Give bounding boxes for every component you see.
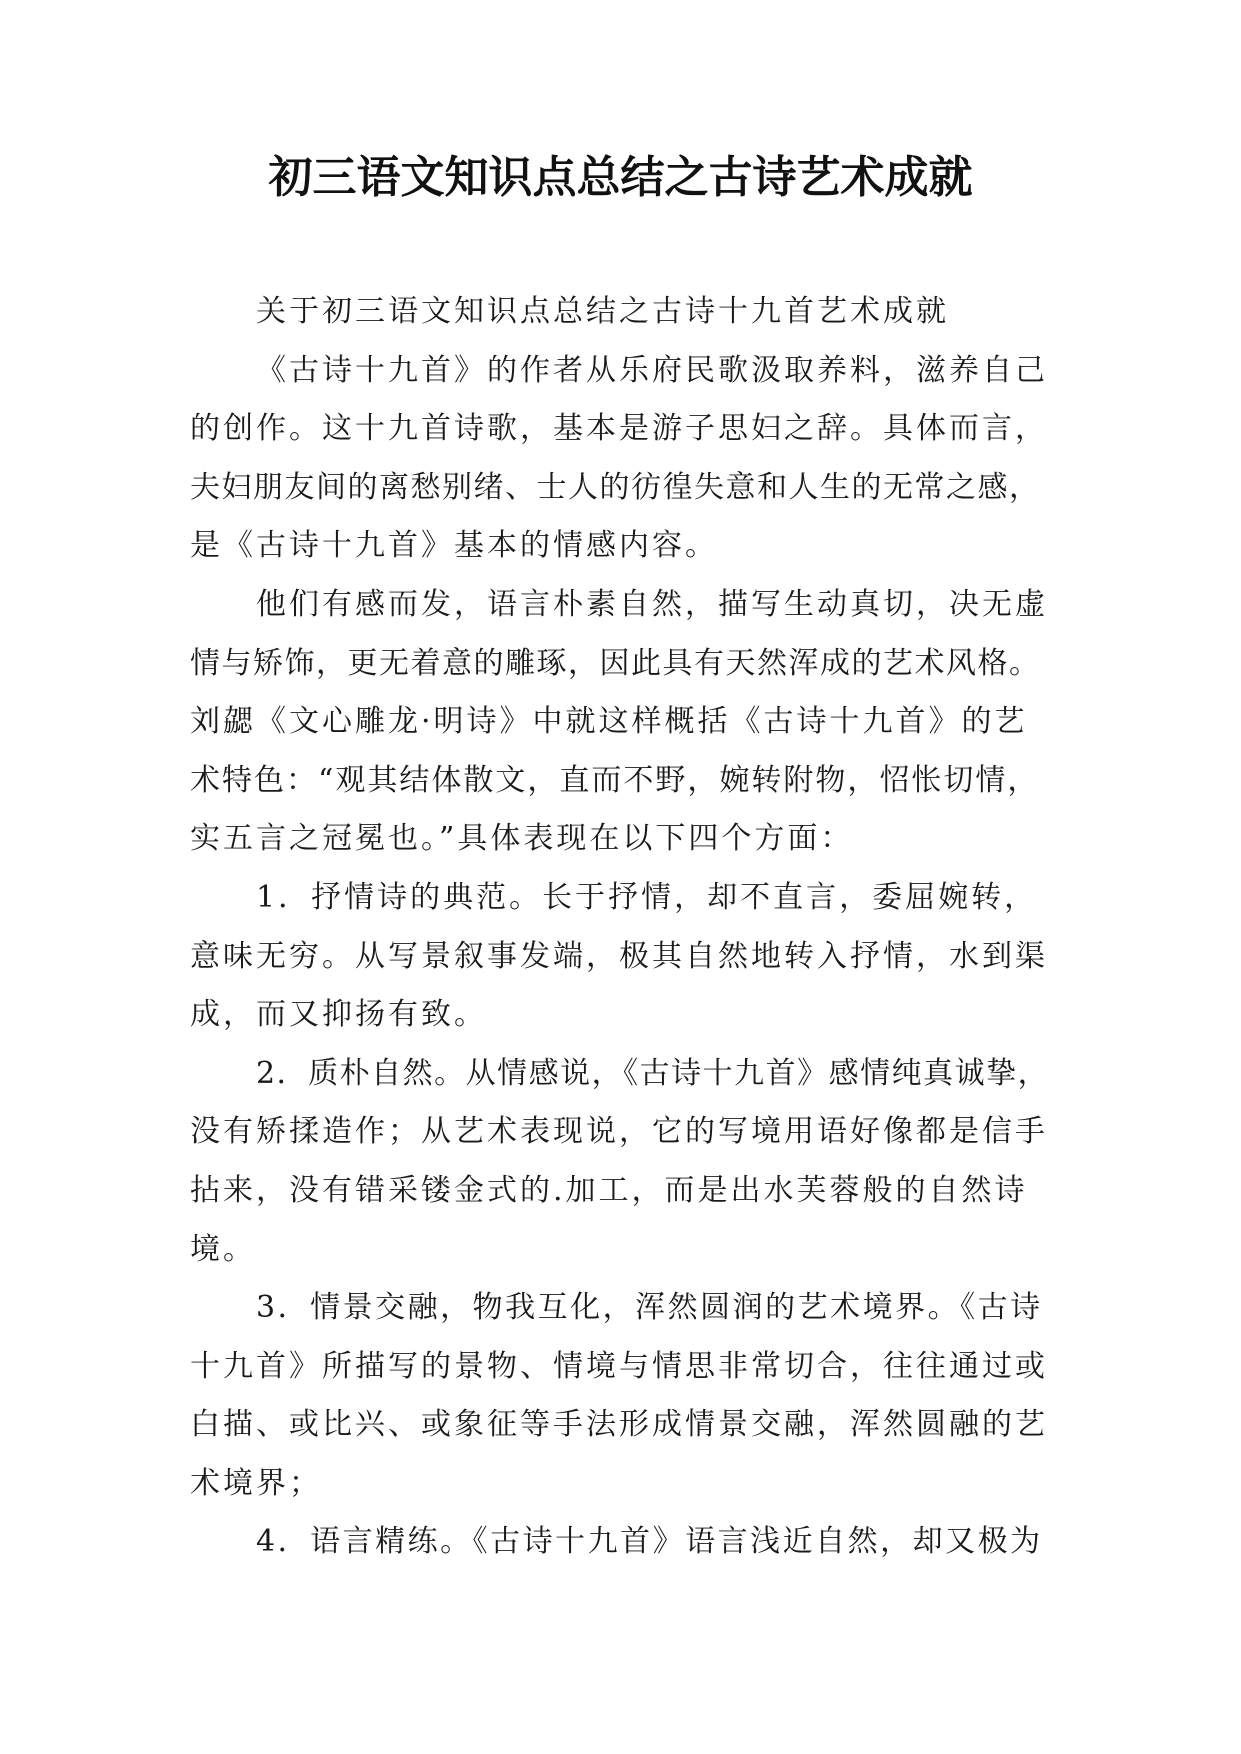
text-line: 术境界； xyxy=(190,1465,322,1501)
text-line: 的创作。这十九首诗歌，基本是游子思妇之辞。具体而言， xyxy=(190,411,1048,447)
text-line: 夫妇朋友间的离愁别绪、士人的彷徨失意和人生的无常之感， xyxy=(190,469,1041,505)
text-line: 境。 xyxy=(190,1231,256,1267)
document-body xyxy=(190,283,1052,1572)
text-line: 他们有感而发，语言朴素自然，描写生动真切，决无虚 xyxy=(256,586,1048,622)
document-title: 初三语文知识点总结之古诗艺术成就 xyxy=(268,152,973,203)
text-line: 成，而又抑扬有致。 xyxy=(190,997,487,1033)
text-line: 是《古诗十九首》基本的情感内容。 xyxy=(190,528,718,564)
text-line: 术特色：“观其结体散文，直而不野，婉转附物，怊怅切情， xyxy=(190,762,1040,798)
text-line: 实五言之冠冕也。”具体表现在以下四个方面： xyxy=(190,821,854,857)
text-line: 情与矫饰，更无着意的雕琢，因此具有天然浑成的艺术风格。 xyxy=(190,645,1041,681)
text-line: 2．质朴自然。从情感说，《古诗十九首》感情纯真诚挚， xyxy=(256,1055,1050,1091)
text-line: 4．语言精练。《古诗十九首》语言浅近自然，却又极为 xyxy=(256,1524,1043,1560)
text-line: 意味无穷。从写景叙事发端，极其自然地转入抒情，水到渠 xyxy=(190,938,1048,974)
text-line: 白描、或比兴、或象征等手法形成情景交融，浑然圆融的艺 xyxy=(190,1407,1048,1443)
text-line: 1．抒情诗的典范。长于抒情，却不直言，委屈婉转， xyxy=(256,879,1038,915)
text-line: 3．情景交融，物我互化，浑然圆润的艺术境界。《古诗 xyxy=(256,1290,1043,1326)
text-line: 刘勰《文心雕龙·明诗》中就这样概括《古诗十九首》的艺 xyxy=(190,704,1028,740)
text-line: 拈来，没有错采镂金式的.加工，而是出水芙蓉般的自然诗 xyxy=(190,1172,1028,1208)
text-line: 没有矫揉造作；从艺术表现说，它的写境用语好像都是信手 xyxy=(190,1114,1048,1150)
text-line: 《古诗十九首》的作者从乐府民歌汲取养料，滋养自己 xyxy=(256,352,1048,388)
text-line: 十九首》所描写的景物、情境与情思非常切合，往往通过或 xyxy=(190,1348,1048,1384)
text-line: 关于初三语文知识点总结之古诗十九首艺术成就 xyxy=(256,294,949,329)
